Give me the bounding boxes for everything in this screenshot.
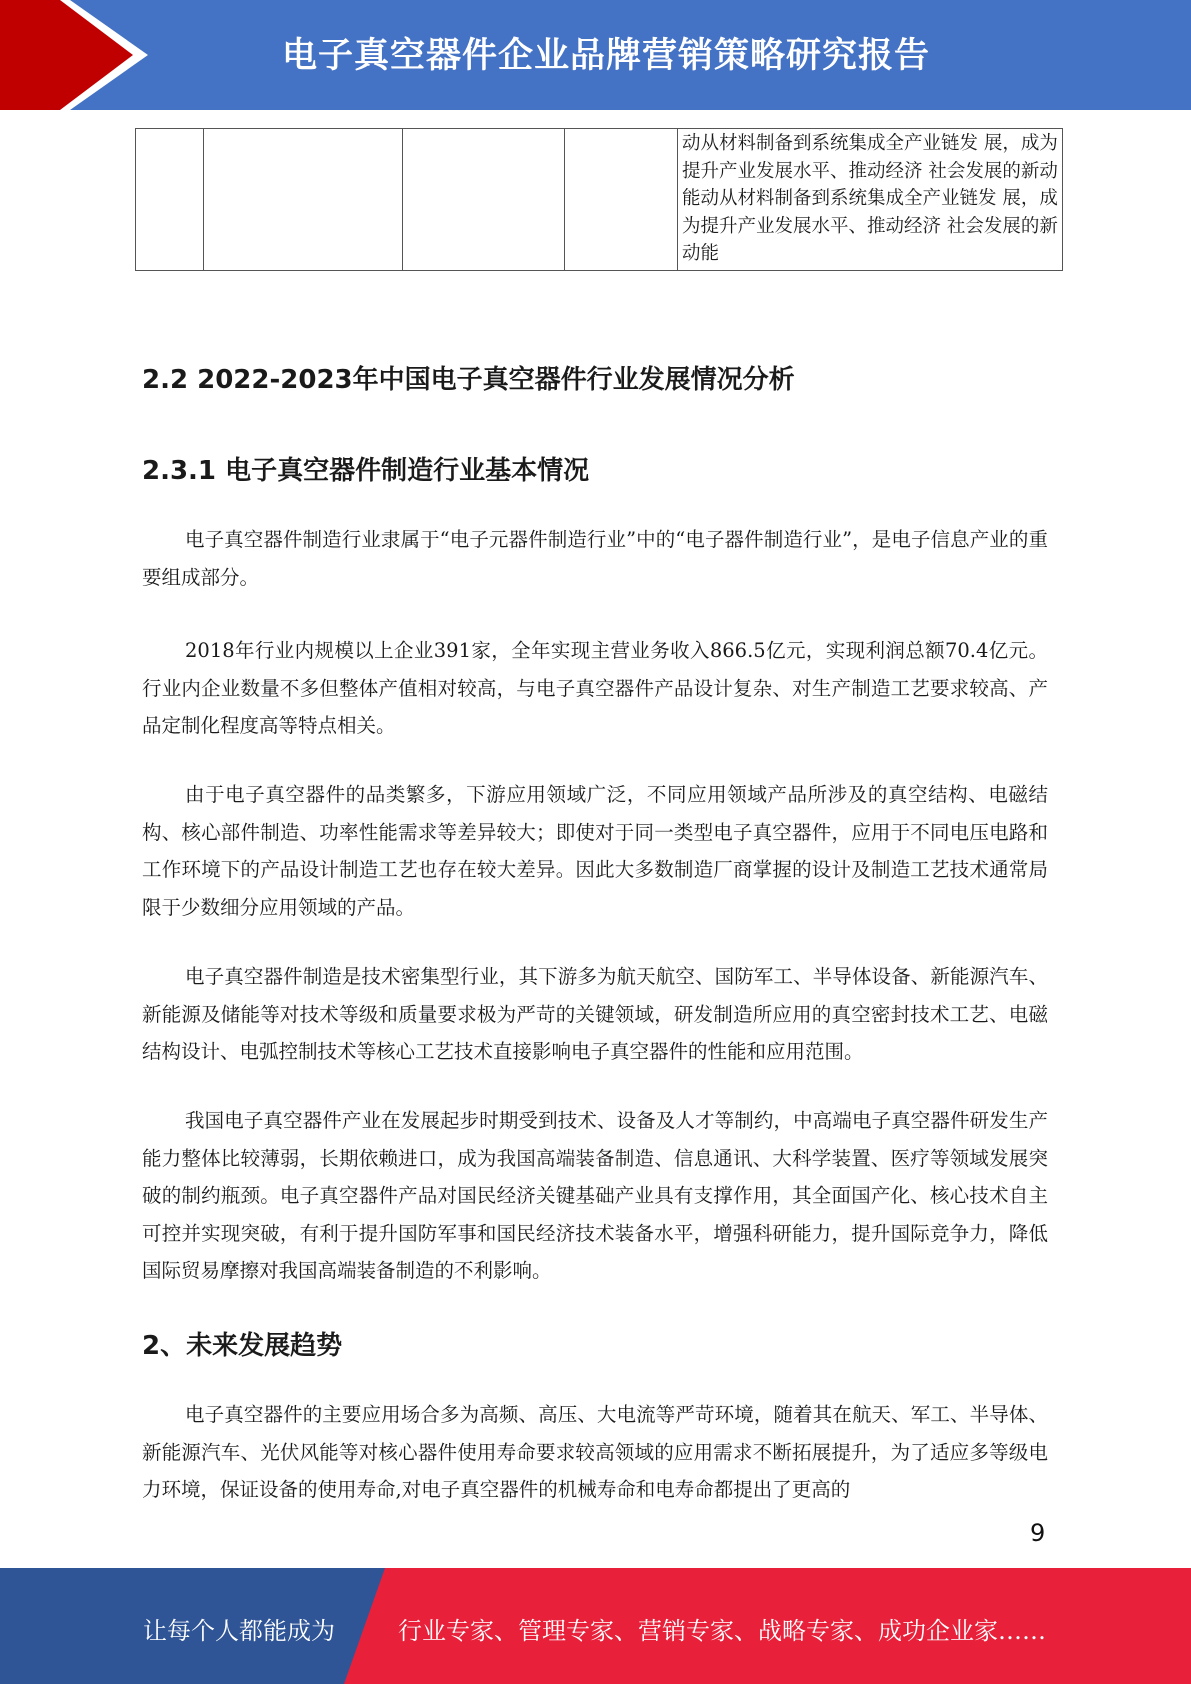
body-paragraph: 电子真空器件制造行业隶属于“电子元器件制造行业”中的“电子器件制造行业”，是电子信息产业的重要组成部分。 <box>142 528 1048 589</box>
footer-slogan-right: 行业专家、管理专家、营销专家、战略专家、成功企业家…… <box>398 1617 1046 1645</box>
page-footer <box>0 1568 1191 1684</box>
body-paragraph: 由于电子真空器件的品类繁多，下游应用领域广泛，不同应用领域产品所涉及的真空结构、电磁结构、核心部件制造、功率性能需求等差异较大；即使对于同一类型电子真空器件，应用于不同电压电路和工作环境下的产品设计制造工艺也存在较大差异。因此大多数制造厂商掌握的设计及制造工艺技术通常局限于少数细分应用领域的产品。 <box>142 783 1048 919</box>
section-heading-2-2: 2.2 2022-2023年中国电子真空器件行业发展情况分析 <box>142 365 795 395</box>
section-heading-2-3-1: 2.3.1 电子真空器件制造行业基本情况 <box>142 456 590 486</box>
section-heading-future-trends: 2、未来发展趋势 <box>142 1331 343 1361</box>
table-cell-empty <box>204 129 403 271</box>
table-row <box>136 129 1063 271</box>
table-cell-empty <box>565 129 678 271</box>
body-paragraph: 我国电子真空器件产业在发展起步时期受到技术、设备及人才等制约，中高端电子真空器件研发生产能力整体比较薄弱，长期依赖进口，成为我国高端装备制造、信息通讯、大科学装置、医疗等领域发展突破的制约瓶颈。电子真空器件产品对国民经济关键基础产业具有支撑作用，其全面国产化、核心技术自主可控并实现突破，有利于提升国防军事和国民经济技术装备水平，增强科研能力，提升国际竞争力，降低国际贸易摩擦对我国高端装备制造的不利影响。 <box>142 1109 1048 1282</box>
data-table <box>135 128 1063 271</box>
table-cell-empty <box>403 129 565 271</box>
table-cell-content: 动从材料制备到系统集成全产业链发 展，成为提升产业发展水平、推动经济 社会发展的新动能动从材料制备到系统集成全产业链发 展，成为提升产业发展水平、推动经济 社会发展的新动能 <box>682 133 1058 264</box>
table-cell-text <box>678 129 1063 271</box>
body-paragraph: 2018年行业内规模以上企业391家，全年实现主营业务收入866.5亿元，实现利润总额70.4亿元。行业内企业数量不多但整体产值相对较高，与电子真空器件产品设计复杂、对生产制造工艺要求较高、产品定制化程度高等特点相关。 <box>142 639 1048 737</box>
body-paragraph: 电子真空器件制造是技术密集型行业，其下游多为航天航空、国防军工、半导体设备、新能源汽车、新能源及储能等对技术等级和质量要求极为严苛的关键领域，研发制造所应用的真空密封技术工艺、电磁结构设计、电弧控制技术等核心工艺技术直接影响电子真空器件的性能和应用范围。 <box>142 965 1048 1063</box>
footer-slogan-left: 让每个人都能成为 <box>143 1617 335 1645</box>
table-cell-empty <box>136 129 204 271</box>
table-continuation <box>135 128 1063 271</box>
page-header <box>0 0 1191 110</box>
page-number: 9 <box>1030 1519 1046 1547</box>
report-title: 电子真空器件企业品牌营销策略研究报告 <box>282 36 931 76</box>
body-paragraph: 电子真空器件的主要应用场合多为高频、高压、大电流等严苛环境，随着其在航天、军工、半导体、新能源汽车、光伏风能等对核心器件使用寿命要求较高领域的应用需求不断拓展提升，为了适应多等级电力环境，保证设备的使用寿命,对电子真空器件的机械寿命和电寿命都提出了更高的 <box>142 1403 1048 1501</box>
